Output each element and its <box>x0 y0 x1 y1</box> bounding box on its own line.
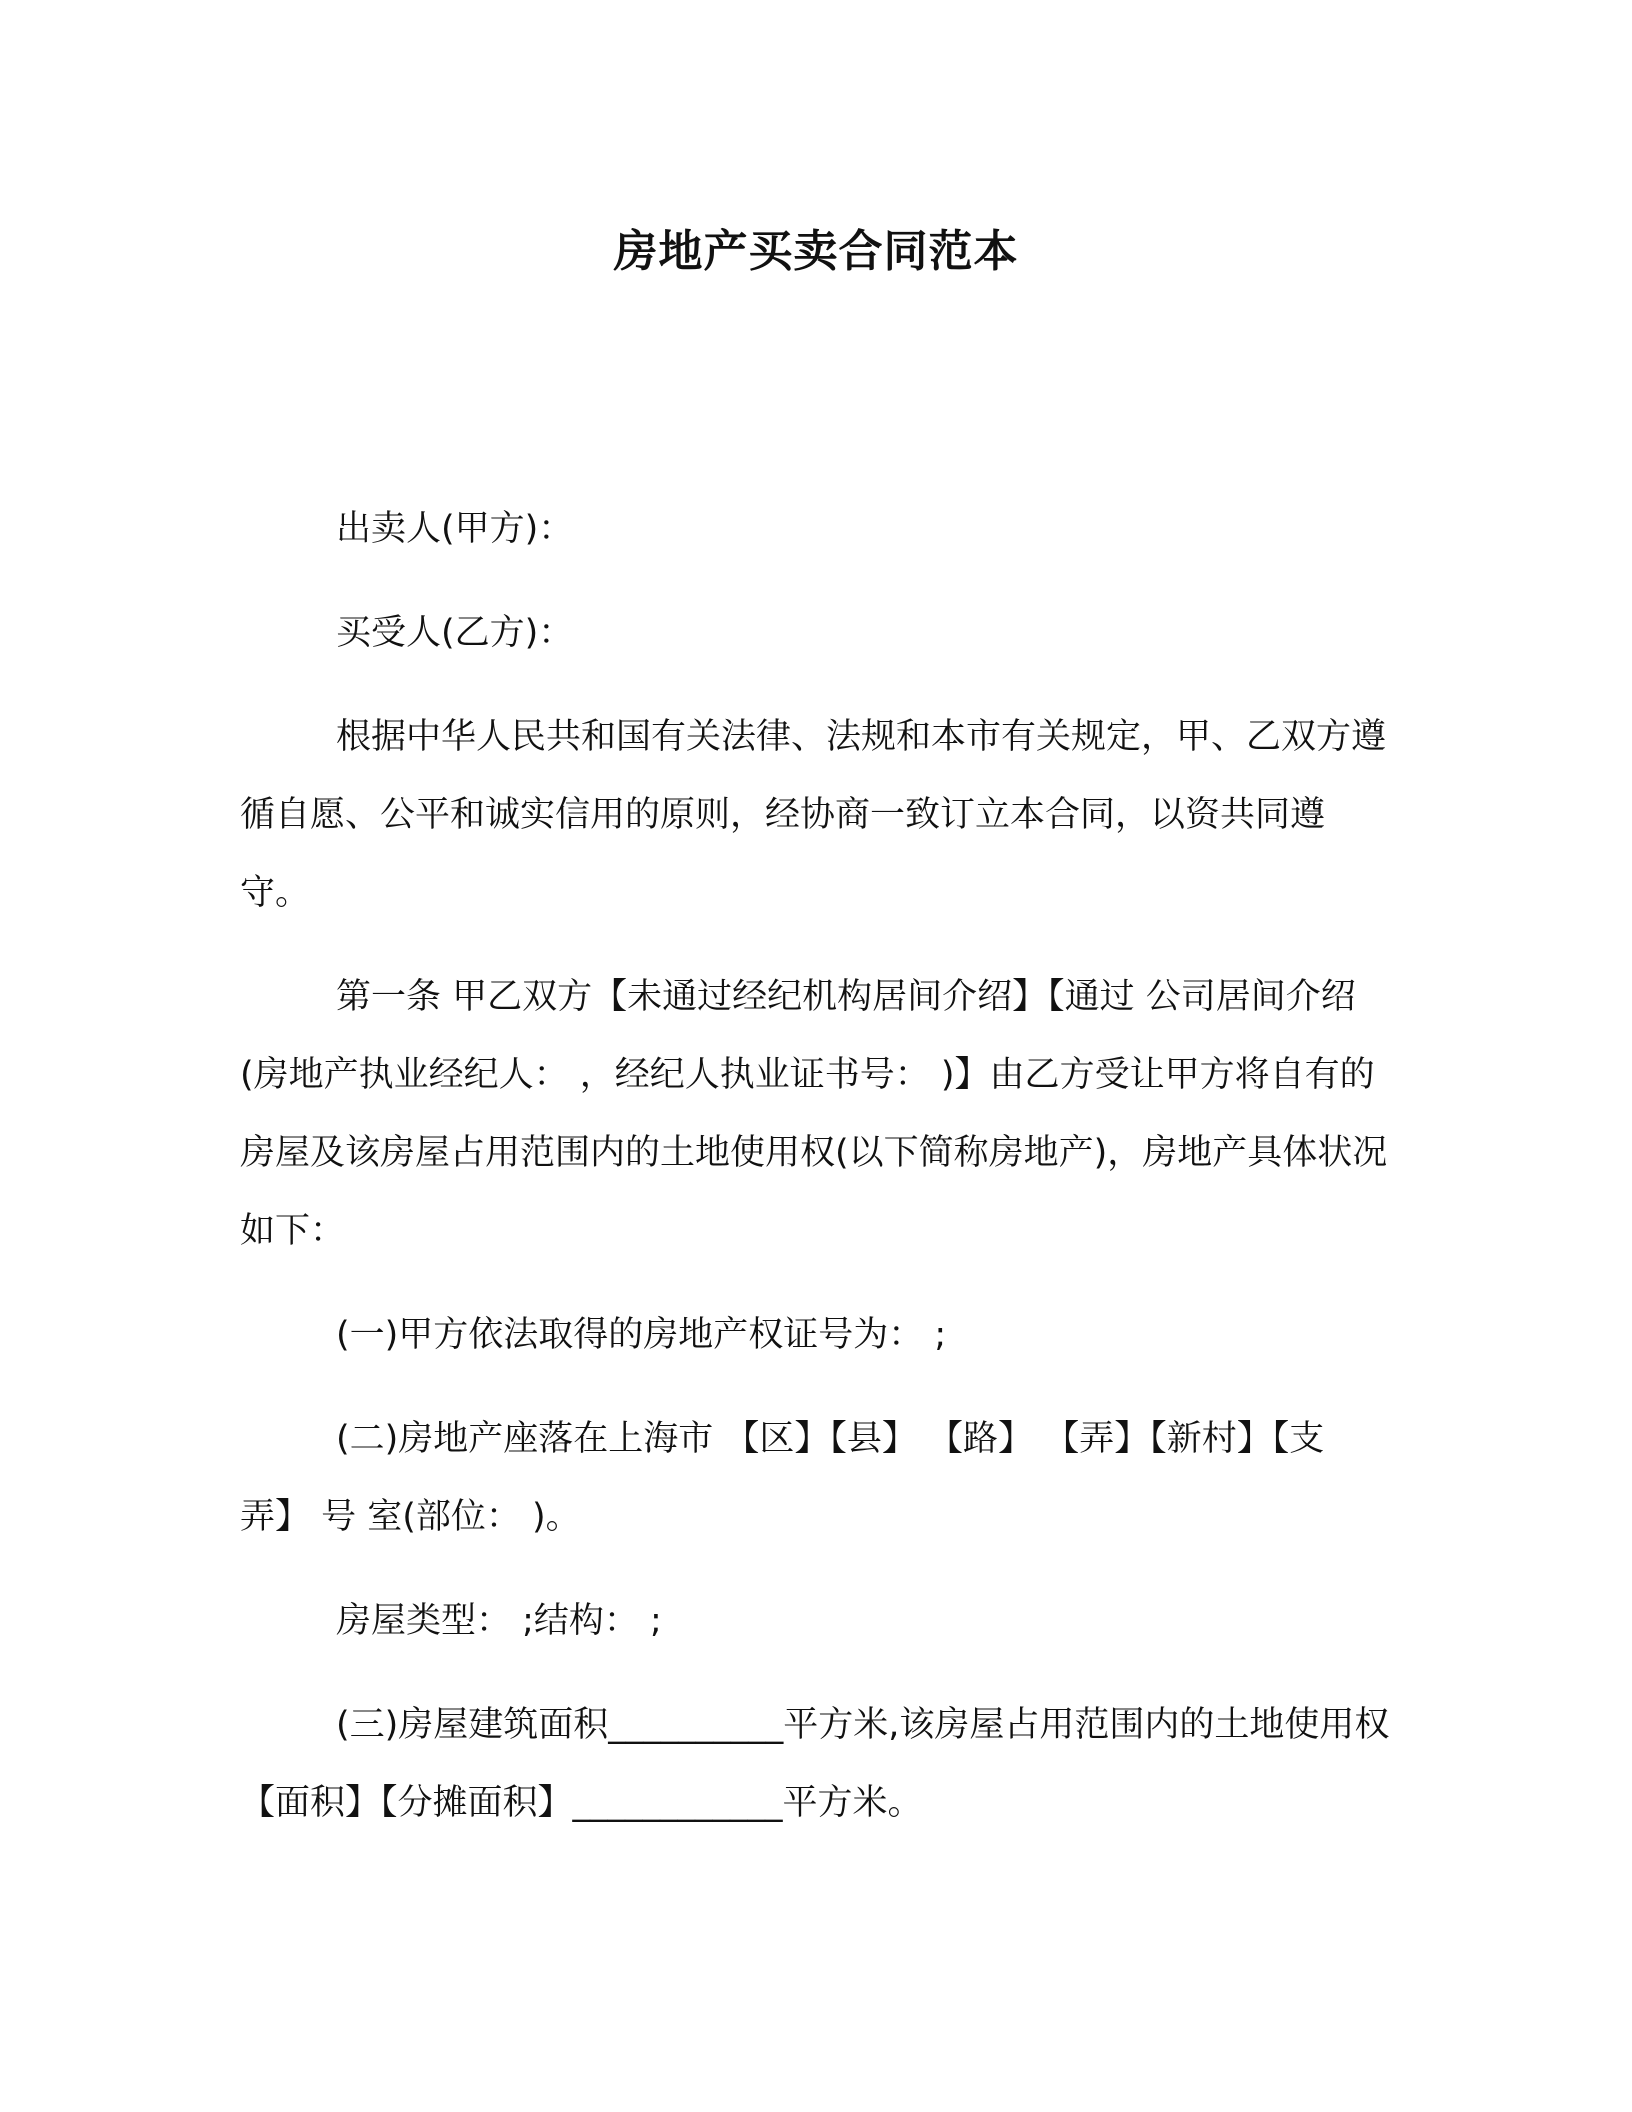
house-type-line: 房屋类型： ;结构： ; <box>336 1601 662 1641</box>
document-title: 房地产买卖合同范本 <box>613 226 1019 277</box>
buyer-line: 买受人(乙方)： <box>336 613 574 653</box>
preamble-paragraph: 根据中华人民共和国有关法律、法规和本市有关规定，甲、乙双方遵循自愿、公平和诚实信用的原则，经协商一致订立本合同，以资共同遵守。 <box>240 717 1387 913</box>
clause-two-location: (二)房地产座落在上海市 【区】【县】 【路】 【弄】【新村】【支弄】 号 室(部位： )。 <box>240 1419 1325 1537</box>
seller-line: 出卖人(甲方)： <box>336 509 574 549</box>
article-one-paragraph: 第一条 甲乙双方【未通过经纪机构居间介绍】【通过 公司居间介绍(房地产执业经纪人： ，经纪人执业证书号： )】由乙方受让甲方将自有的房屋及该房屋占用范围内的土地使用权(以下简称房地产)，房地产具体状况如下： <box>240 977 1388 1251</box>
clause-one-certificate: (一)甲方依法取得的房地产权证号为： ; <box>336 1315 947 1355</box>
document-body <box>240 490 1390 1868</box>
clause-three-area: (三)房屋建筑面积__________平方米,该房屋占用范围内的土地使用权【面积】【分摊面积】____________平方米。 <box>240 1705 1390 1823</box>
